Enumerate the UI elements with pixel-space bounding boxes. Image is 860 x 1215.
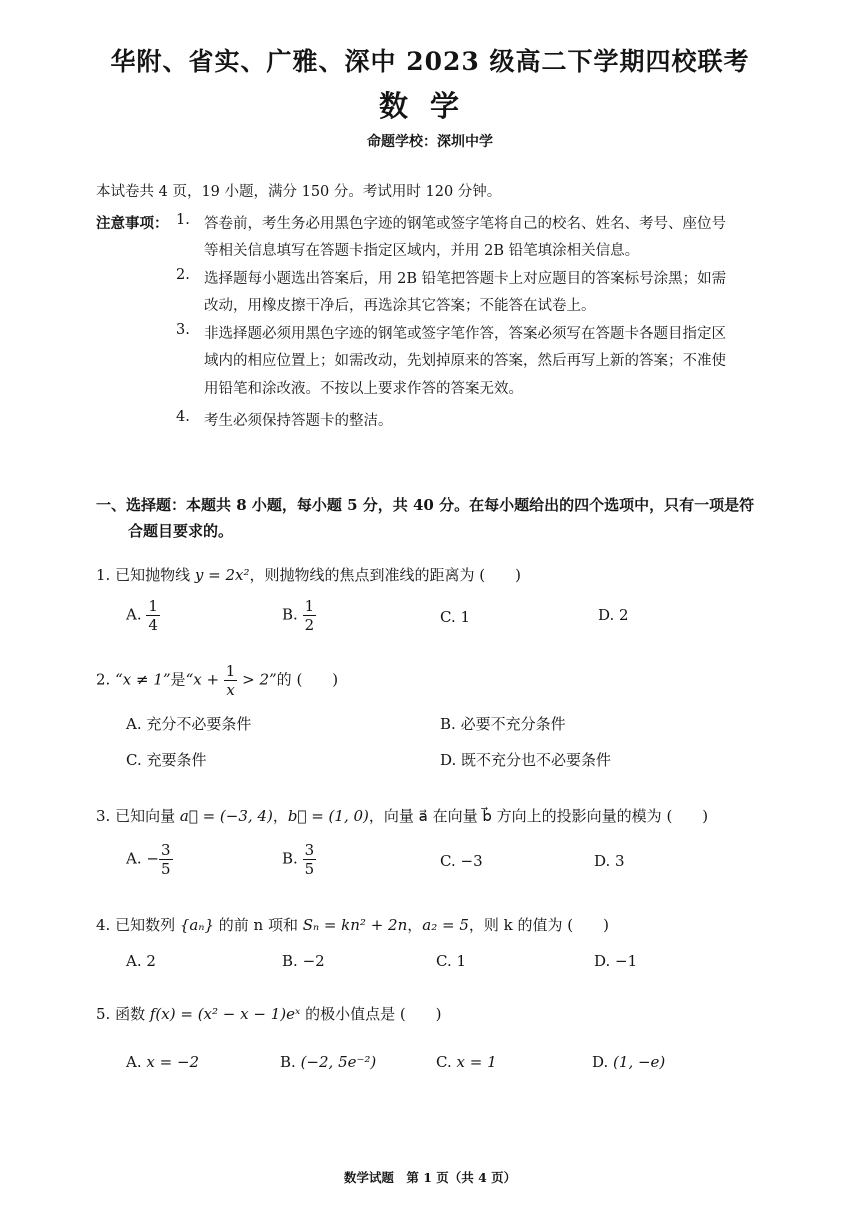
- option-d: [594, 952, 637, 970]
- option-b: [280, 1053, 376, 1071]
- option-label: A.: [126, 1053, 142, 1071]
- question-number: 1.: [96, 566, 111, 584]
- option-label: A.: [126, 605, 142, 624]
- option-value: 2: [619, 606, 629, 624]
- question-number: 2.: [96, 670, 111, 689]
- question-text: ，: [272, 807, 288, 825]
- numerator: 3: [304, 841, 315, 859]
- section-heading: 一、选择题：本题共 8 小题，每小题 5 分，共 40 分。在每小题给出的四个选项中，只有一项是符: [96, 496, 755, 514]
- condition-2-end: > 2”: [237, 670, 277, 689]
- condition-1: “x ≠ 1”: [115, 670, 171, 689]
- denominator: 4: [148, 616, 158, 634]
- option-value: 1: [460, 608, 471, 626]
- option-a: [126, 1053, 199, 1071]
- numerator: 1: [148, 597, 158, 615]
- exam-title: 华附、省实、广雅、深中 2023 级高二下学期四校联考: [110, 47, 750, 76]
- option-label: B.: [282, 952, 298, 970]
- question-text: 已知数列: [115, 916, 180, 934]
- option-text: 充要条件: [146, 751, 207, 769]
- question-text: ，则 k 的值为 ( ): [468, 916, 609, 934]
- notice-item-num: 4.: [176, 409, 190, 425]
- option-label: B.: [282, 605, 298, 624]
- condition-2: “x +: [185, 670, 224, 689]
- partial-sum: Sₙ = kn² + 2n: [302, 916, 408, 934]
- setter-school: 命题学校：深圳中学: [367, 134, 493, 150]
- option-value: −2: [302, 952, 325, 970]
- question-number: 3.: [96, 807, 111, 825]
- vector-a: a⃗ = (−3, 4): [179, 807, 273, 825]
- option-label: A.: [126, 952, 142, 970]
- math-expression: y = 2x²: [194, 566, 250, 584]
- vector-b: b⃗ = (1, 0): [287, 807, 369, 825]
- page-footer: 数学试题 第 1 页（共 4 页）: [343, 1170, 517, 1185]
- question-text: 已知向量: [115, 807, 180, 825]
- notice-item-line: 选择题每小题选出答案后，用 2B 铅笔把答题卡上对应题目的答案标号涂黑；如需: [204, 271, 727, 287]
- question-number: 5.: [96, 1005, 111, 1023]
- denominator: 2: [304, 616, 315, 634]
- question-text: 的 ( ): [276, 670, 339, 689]
- option-c: [436, 1053, 497, 1071]
- option-b: [282, 842, 316, 877]
- question-text: 是: [170, 670, 186, 689]
- option-label: B.: [282, 849, 298, 868]
- option-text: 充分不必要条件: [146, 715, 252, 733]
- section-heading-cont: 合题目要求的。: [128, 522, 234, 540]
- option-c: [436, 952, 466, 970]
- option-label: C.: [440, 852, 456, 870]
- option-b: [440, 713, 566, 734]
- option-label: B.: [280, 1053, 296, 1071]
- option-value: (−2, 5e⁻²): [300, 1053, 377, 1071]
- option-text: 必要不充分条件: [460, 715, 566, 733]
- fraction: [303, 842, 317, 877]
- term-a2: a₂ = 5: [422, 916, 469, 934]
- fraction: [159, 842, 173, 877]
- notice-item-line: 非选择题必须用黑色字迹的钢笔或签字笔作答，答案必须写在答题卡各题目指定区: [204, 326, 726, 342]
- notice-item-line: 域内的相应位置上；如需改动，先划掉原来的答案，然后再写上新的答案；不准使: [204, 353, 726, 369]
- option-c: [126, 749, 207, 770]
- option-value: 3: [615, 852, 625, 870]
- option-b: [282, 598, 316, 633]
- option-d: [592, 1053, 665, 1071]
- option-c: [440, 852, 483, 870]
- denominator: 5: [160, 860, 171, 878]
- option-label: C.: [440, 608, 456, 626]
- option-text: 既不充分也不必要条件: [461, 751, 612, 769]
- option-a: [126, 952, 156, 970]
- question-3: [96, 805, 708, 826]
- question-text: 已知抛物线: [115, 566, 195, 584]
- fraction: [224, 663, 238, 698]
- subject-title: 数学: [378, 89, 481, 123]
- option-label: A.: [126, 849, 142, 868]
- fraction: [303, 598, 317, 633]
- notice-item-line: 用铅笔和涂改液。不按以上要求作答的答案无效。: [204, 381, 523, 397]
- option-value: 2: [146, 952, 156, 970]
- option-label: D.: [440, 751, 457, 769]
- numerator: 1: [225, 662, 236, 680]
- option-a: [126, 842, 173, 877]
- question-1: [96, 564, 521, 585]
- notice-item-line: 改动，用橡皮擦干净后，再选涂其它答案；不能答在试卷上。: [204, 298, 596, 314]
- option-a: [126, 598, 160, 633]
- question-2: [96, 663, 338, 698]
- option-label: D.: [592, 1053, 609, 1071]
- notice-item-line: 答卷前，考生务必用黑色字迹的钢笔或签字笔将自己的校名、姓名、考号、座位号: [204, 216, 726, 232]
- notice-item-line: 考生必须保持答题卡的整洁。: [204, 413, 393, 429]
- option-value: −3: [460, 852, 483, 870]
- notice-item-num: 3.: [176, 322, 190, 338]
- option-value: x = −2: [146, 1053, 200, 1071]
- question-5: [96, 1003, 442, 1024]
- option-label: C.: [436, 952, 452, 970]
- fraction: [146, 598, 160, 633]
- numerator: 3: [160, 841, 171, 859]
- question-text: 的极小值点是 ( ): [300, 1005, 442, 1023]
- notice-item-num: 1.: [176, 212, 190, 228]
- option-label: D.: [598, 606, 615, 624]
- option-value: x = 1: [456, 1053, 497, 1071]
- denominator: 5: [304, 860, 315, 878]
- sequence: {aₙ}: [179, 916, 214, 934]
- question-text: ，则抛物线的焦点到准线的距离为 ( ): [249, 566, 521, 584]
- option-label: C.: [126, 751, 142, 769]
- option-d: [598, 606, 629, 624]
- question-text: 的前 n 项和: [213, 916, 303, 934]
- option-d: [440, 749, 611, 770]
- question-text: ，向量 a⃗ 在向量 b⃗ 方向上的投影向量的模为 ( ): [368, 807, 709, 825]
- option-label: C.: [436, 1053, 452, 1071]
- exam-info: 本试卷共 4 页，19 小题，满分 150 分。考试用时 120 分钟。: [96, 184, 502, 200]
- question-number: 4.: [96, 916, 111, 934]
- question-4: [96, 914, 609, 935]
- denominator: x: [226, 681, 235, 699]
- option-c: [440, 608, 470, 626]
- notice-item-line: 等相关信息填写在答题卡指定区域内，并用 2B 铅笔填涂相关信息。: [204, 243, 640, 259]
- notice-item-num: 2.: [176, 267, 190, 283]
- option-d: [594, 852, 625, 870]
- option-label: B.: [440, 715, 456, 733]
- option-value: (1, −e): [613, 1053, 666, 1071]
- notice-label: 注意事项：: [96, 215, 169, 232]
- question-text: ，: [407, 916, 423, 934]
- option-value: 1: [456, 952, 467, 970]
- function-expression: f(x) = (x² − x − 1)eˣ: [149, 1005, 301, 1023]
- option-label: A.: [126, 715, 142, 733]
- minus-sign: −: [146, 849, 159, 868]
- option-label: D.: [594, 952, 611, 970]
- option-label: D.: [594, 852, 611, 870]
- numerator: 1: [304, 597, 315, 615]
- option-value: −1: [615, 952, 638, 970]
- question-text: 函数: [115, 1005, 150, 1023]
- option-a: [126, 713, 251, 734]
- option-b: [282, 952, 325, 970]
